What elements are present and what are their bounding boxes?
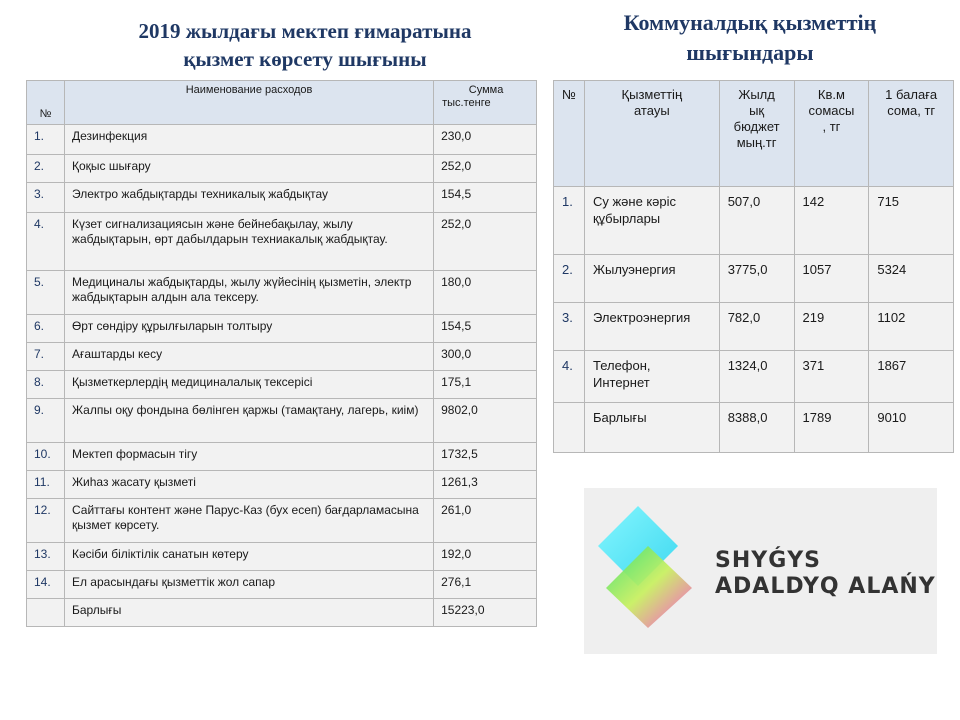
cell-no: 3. [27, 183, 65, 213]
table-row [554, 403, 954, 453]
rcol-header-child [869, 81, 954, 187]
rcell-budget: 3775,0 [719, 255, 794, 303]
cell-sum: 192,0 [434, 543, 537, 571]
table-row [27, 155, 537, 183]
rcell-no: 2. [554, 255, 585, 303]
rcol-header-no: № [554, 81, 585, 187]
table-row [27, 471, 537, 499]
cell-sum: 1261,3 [434, 471, 537, 499]
cell-no: 12. [27, 499, 65, 543]
cell-name: Сайттағы контент және Парус-Каз (бух есеп) бағдарламасына қызмет көрсету. [64, 499, 433, 543]
cell-name: Медициналы жабдықтарды, жылу жүйесінің қызметін, электр жабдықтарын алдын ала тексеру. [64, 271, 433, 315]
cell-name: Қоқыс шығару [64, 155, 433, 183]
cell-name: Дезинфекция [64, 125, 433, 155]
cell-no: 6. [27, 315, 65, 343]
rcell-no: 3. [554, 303, 585, 351]
rcell-budget: 782,0 [719, 303, 794, 351]
cell-no: 13. [27, 543, 65, 571]
col-header-name: Наименование расходов [64, 81, 433, 125]
cell-sum: 261,0 [434, 499, 537, 543]
rcell-budget: 1324,0 [719, 351, 794, 403]
col-header-sum-line2: тыс.тенге [442, 97, 491, 109]
rcell-name: Су және кәріс құбырлары [584, 187, 719, 255]
rcell-child: 1102 [869, 303, 954, 351]
rcell-budget: 507,0 [719, 187, 794, 255]
left-title-line2: қызмет көрсету шығыны [183, 47, 427, 71]
cell-name: Мектеп формасын тігу [64, 443, 433, 471]
col-header-sum-line1: Сумма [468, 84, 504, 96]
cell-sum: 252,0 [434, 155, 537, 183]
table-row [27, 571, 537, 599]
rcell-child: 9010 [869, 403, 954, 453]
rcol-header-name-line1: Қызметтің [621, 87, 683, 102]
table-row [27, 371, 537, 399]
table-row [27, 315, 537, 343]
logo-text-line2: ADALDYQ ALAŃY [715, 574, 936, 599]
cell-name: Өрт сөндіру құрылғыларын толтыру [64, 315, 433, 343]
rcell-name: Электроэнергия [584, 303, 719, 351]
table-row [554, 255, 954, 303]
rcell-name: Телефон, Интернет [584, 351, 719, 403]
rcol-header-child-line1: 1 балаға [885, 87, 938, 102]
cell-sum: 154,5 [434, 315, 537, 343]
rcell-child: 5324 [869, 255, 954, 303]
cell-no: 1. [27, 125, 65, 155]
cell-sum: 252,0 [434, 213, 537, 271]
cell-sum: 1732,5 [434, 443, 537, 471]
cell-no: 4. [27, 213, 65, 271]
cell-no: 9. [27, 399, 65, 443]
rcol-header-budget-line3: бюджет [733, 119, 780, 134]
logo-mark-icon [596, 500, 696, 630]
logo-card [584, 488, 937, 654]
table-row [27, 399, 537, 443]
rcell-name: Барлығы [584, 403, 719, 453]
table-row [554, 351, 954, 403]
rcell-sqm: 371 [794, 351, 869, 403]
table-row [554, 187, 954, 255]
rcol-header-budget-line1: Жылд [738, 87, 775, 102]
cell-sum: 154,5 [434, 183, 537, 213]
cell-sum: 230,0 [434, 125, 537, 155]
right-title-line1: Коммуналдық қызметтің [623, 10, 877, 35]
cell-name: Ағаштарды кесу [64, 343, 433, 371]
rcol-header-budget-line4: мың.тг [736, 135, 777, 150]
table-row [27, 183, 537, 213]
rcell-sqm: 1789 [794, 403, 869, 453]
cell-sum: 276,1 [434, 571, 537, 599]
rcell-no: 4. [554, 351, 585, 403]
left-title [60, 17, 550, 73]
table-row [27, 125, 537, 155]
cell-name: Қызметкерлердің медициналалық тексерісі [64, 371, 433, 399]
cell-sum: 300,0 [434, 343, 537, 371]
rcell-name: Жылуэнергия [584, 255, 719, 303]
rcell-sqm: 142 [794, 187, 869, 255]
rcol-header-name-line2: атауы [633, 103, 670, 118]
cell-sum: 9802,0 [434, 399, 537, 443]
rcol-header-sqm-line3: , тг [822, 119, 841, 134]
rcol-header-sqm-line1: Кв.м [817, 87, 845, 102]
table-row [27, 599, 537, 627]
cell-name: Ел арасындағы қызметтік жол сапар [64, 571, 433, 599]
cell-name: Электро жабдықтарды техникалық жабдықтау [64, 183, 433, 213]
rcell-child: 1867 [869, 351, 954, 403]
cell-no: 2. [27, 155, 65, 183]
cell-name: Жиһаз жасату қызметі [64, 471, 433, 499]
cell-name: Күзет сигнализациясын және бейнебақылау, жылу жабдықтарын, өрт дабылдарын техниакалық жабдықтау. [64, 213, 433, 271]
rcol-header-child-line2: сома, тг [887, 103, 936, 118]
cell-sum: 175,1 [434, 371, 537, 399]
left-title-line1: 2019 жылдағы мектеп ғимаратына [138, 19, 472, 43]
rcol-header-sqm [794, 81, 869, 187]
cell-no: 7. [27, 343, 65, 371]
rcol-header-budget [719, 81, 794, 187]
utility-expenses-table [553, 80, 954, 453]
rcell-sqm: 1057 [794, 255, 869, 303]
cell-name: Кәсіби біліктілік санатын көтеру [64, 543, 433, 571]
table-row [27, 213, 537, 271]
rcell-child: 715 [869, 187, 954, 255]
rcell-sqm: 219 [794, 303, 869, 351]
cell-no [27, 599, 65, 627]
rcol-header-name [584, 81, 719, 187]
col-header-no: № [27, 81, 65, 125]
cell-name: Барлығы [64, 599, 433, 627]
right-title [555, 8, 945, 68]
cell-no: 5. [27, 271, 65, 315]
right-title-line2: шығындары [686, 40, 814, 65]
table-row [27, 343, 537, 371]
cell-no: 14. [27, 571, 65, 599]
cell-no: 11. [27, 471, 65, 499]
table-row [27, 499, 537, 543]
cell-no: 10. [27, 443, 65, 471]
rcell-no [554, 403, 585, 453]
cell-no: 8. [27, 371, 65, 399]
table-row [27, 443, 537, 471]
rcol-header-budget-line2: ық [749, 103, 765, 118]
rcell-no: 1. [554, 187, 585, 255]
cell-sum: 15223,0 [434, 599, 537, 627]
rcol-header-sqm-line2: сомасы [808, 103, 855, 118]
cell-name: Жалпы оқу фондына бөлінген қаржы (тамақтану, лагерь, киім) [64, 399, 433, 443]
table-row [27, 543, 537, 571]
rcell-budget: 8388,0 [719, 403, 794, 453]
logo-text-line1: SHYǴYS [715, 548, 822, 573]
col-header-sum [434, 81, 537, 125]
table-row [27, 271, 537, 315]
school-expenses-table [26, 80, 537, 627]
table-row [554, 303, 954, 351]
cell-sum: 180,0 [434, 271, 537, 315]
